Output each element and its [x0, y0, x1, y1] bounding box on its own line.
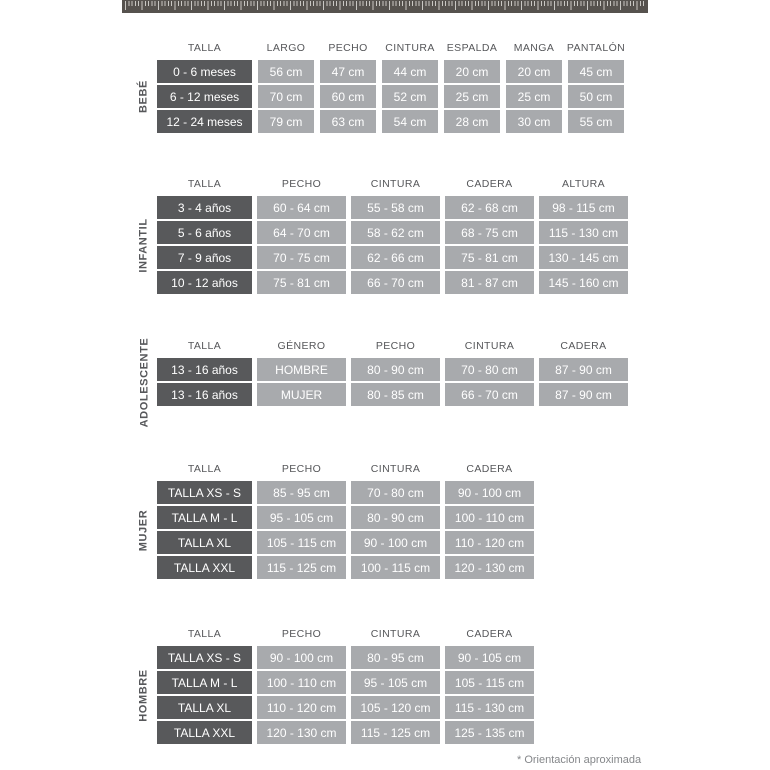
size-value-cell: 70 - 80 cm — [445, 358, 534, 381]
size-row-label: 13 - 16 años — [157, 358, 252, 381]
column-header: MANGA — [513, 41, 555, 54]
footnote-text: * Orientación aproximada — [517, 754, 642, 766]
size-row-label: TALLA XXL — [157, 721, 252, 744]
size-table-bebe — [157, 37, 624, 133]
size-value-cell: 52 cm — [382, 85, 438, 108]
size-table-infantil — [157, 173, 628, 294]
column-header: CINTURA — [464, 339, 515, 352]
column-header: TALLA — [187, 177, 222, 190]
column-header: CINTURA — [370, 462, 421, 475]
size-value-cell: 70 - 80 cm — [351, 481, 440, 504]
size-value-cell: 115 - 125 cm — [351, 721, 440, 744]
column-header: TALLA — [187, 627, 222, 640]
size-value-cell: 70 cm — [258, 85, 314, 108]
column-header: GÉNERO — [277, 339, 326, 352]
size-value-cell: 80 - 85 cm — [351, 383, 440, 406]
column-header: PECHO — [281, 627, 322, 640]
size-value-cell: 115 - 130 cm — [539, 221, 628, 244]
group-label-bebe: BEBÉ — [137, 80, 150, 113]
size-value-cell: 125 - 135 cm — [445, 721, 534, 744]
size-value-cell: 25 cm — [444, 85, 500, 108]
size-value-cell: 58 - 62 cm — [351, 221, 440, 244]
size-value-cell: 63 cm — [320, 110, 376, 133]
size-value-cell: 60 - 64 cm — [257, 196, 346, 219]
size-value-cell: 90 - 100 cm — [351, 531, 440, 554]
size-table-mujer — [157, 458, 534, 579]
size-value-cell: 87 - 90 cm — [539, 383, 628, 406]
size-row-label: 13 - 16 años — [157, 383, 252, 406]
size-value-cell: 90 - 105 cm — [445, 646, 534, 669]
size-row-label: TALLA XL — [157, 531, 252, 554]
size-value-cell: 105 - 115 cm — [445, 671, 534, 694]
column-header: ESPALDA — [446, 41, 498, 54]
size-value-cell: MUJER — [257, 383, 346, 406]
size-value-cell: 115 - 125 cm — [257, 556, 346, 579]
size-value-cell: 81 - 87 cm — [445, 271, 534, 294]
size-value-cell: 115 - 130 cm — [445, 696, 534, 719]
size-value-cell: 120 - 130 cm — [445, 556, 534, 579]
size-row-label: 3 - 4 años — [157, 196, 252, 219]
size-value-cell: 105 - 120 cm — [351, 696, 440, 719]
size-value-cell: 90 - 100 cm — [257, 646, 346, 669]
column-header: PECHO — [328, 41, 368, 54]
size-row-label: 10 - 12 años — [157, 271, 252, 294]
column-header: LARGO — [266, 41, 306, 54]
size-value-cell: 66 - 70 cm — [445, 383, 534, 406]
size-value-cell: 54 cm — [382, 110, 438, 133]
size-value-cell: 68 - 75 cm — [445, 221, 534, 244]
group-label-hombre: HOMBRE — [137, 669, 150, 722]
size-value-cell: 120 - 130 cm — [257, 721, 346, 744]
column-header: TALLA — [187, 339, 222, 352]
size-value-cell: 95 - 105 cm — [351, 671, 440, 694]
size-value-cell: 110 - 120 cm — [257, 696, 346, 719]
size-value-cell: 62 - 66 cm — [351, 246, 440, 269]
size-row-label: 6 - 12 meses — [157, 85, 252, 108]
size-value-cell: 62 - 68 cm — [445, 196, 534, 219]
size-value-cell: 56 cm — [258, 60, 314, 83]
ruler-icon — [122, 0, 648, 13]
ruler-major-ticks — [125, 1, 646, 10]
size-value-cell: 47 cm — [320, 60, 376, 83]
size-value-cell: 98 - 115 cm — [539, 196, 628, 219]
column-header: CADERA — [560, 339, 607, 352]
size-value-cell: 44 cm — [382, 60, 438, 83]
size-value-cell: 79 cm — [258, 110, 314, 133]
column-header: PECHO — [375, 339, 416, 352]
size-value-cell: 95 - 105 cm — [257, 506, 346, 529]
size-value-cell: 100 - 115 cm — [351, 556, 440, 579]
group-label-infantil: INFANTIL — [137, 218, 150, 273]
size-value-cell: 110 - 120 cm — [445, 531, 534, 554]
size-value-cell: 100 - 110 cm — [445, 506, 534, 529]
column-header: PECHO — [281, 177, 322, 190]
column-header: CINTURA — [370, 627, 421, 640]
size-row-label: 5 - 6 años — [157, 221, 252, 244]
size-value-cell: 45 cm — [568, 60, 624, 83]
size-row-label: 7 - 9 años — [157, 246, 252, 269]
size-value-cell: 66 - 70 cm — [351, 271, 440, 294]
column-header: PECHO — [281, 462, 322, 475]
size-value-cell: 105 - 115 cm — [257, 531, 346, 554]
size-table-hombre — [157, 623, 534, 744]
size-value-cell: 90 - 100 cm — [445, 481, 534, 504]
size-value-cell: 75 - 81 cm — [445, 246, 534, 269]
size-row-label: TALLA XS - S — [157, 646, 252, 669]
column-header: CINTURA — [370, 177, 421, 190]
size-value-cell: 130 - 145 cm — [539, 246, 628, 269]
size-row-label: TALLA M - L — [157, 506, 252, 529]
size-value-cell: 20 cm — [506, 60, 562, 83]
size-value-cell: 25 cm — [506, 85, 562, 108]
size-row-label: TALLA M - L — [157, 671, 252, 694]
size-value-cell: 100 - 110 cm — [257, 671, 346, 694]
size-value-cell: 87 - 90 cm — [539, 358, 628, 381]
column-header: CADERA — [466, 627, 513, 640]
column-header: ALTURA — [561, 177, 606, 190]
column-header: CADERA — [466, 462, 513, 475]
size-value-cell: 80 - 90 cm — [351, 358, 440, 381]
size-row-label: TALLA XS - S — [157, 481, 252, 504]
column-header: CADERA — [466, 177, 513, 190]
size-row-label: 0 - 6 meses — [157, 60, 252, 83]
size-table-adolescente — [157, 335, 628, 406]
size-row-label: TALLA XL — [157, 696, 252, 719]
size-value-cell: 145 - 160 cm — [539, 271, 628, 294]
size-value-cell: 55 cm — [568, 110, 624, 133]
size-value-cell: 75 - 81 cm — [257, 271, 346, 294]
size-value-cell: 70 - 75 cm — [257, 246, 346, 269]
column-header: PANTALÓN — [566, 41, 626, 54]
size-value-cell: 28 cm — [444, 110, 500, 133]
size-value-cell: HOMBRE — [257, 358, 346, 381]
size-value-cell: 80 - 95 cm — [351, 646, 440, 669]
size-value-cell: 64 - 70 cm — [257, 221, 346, 244]
size-value-cell: 30 cm — [506, 110, 562, 133]
size-value-cell: 80 - 90 cm — [351, 506, 440, 529]
column-header: TALLA — [187, 41, 222, 54]
column-header: TALLA — [187, 462, 222, 475]
group-label-mujer: MUJER — [137, 509, 150, 552]
column-header: CINTURA — [385, 41, 435, 54]
size-row-label: 12 - 24 meses — [157, 110, 252, 133]
size-value-cell: 55 - 58 cm — [351, 196, 440, 219]
size-value-cell: 50 cm — [568, 85, 624, 108]
size-value-cell: 60 cm — [320, 85, 376, 108]
size-value-cell: 20 cm — [444, 60, 500, 83]
size-row-label: TALLA XXL — [157, 556, 252, 579]
group-label-adolescente: ADOLESCENTE — [138, 337, 151, 428]
size-value-cell: 85 - 95 cm — [257, 481, 346, 504]
